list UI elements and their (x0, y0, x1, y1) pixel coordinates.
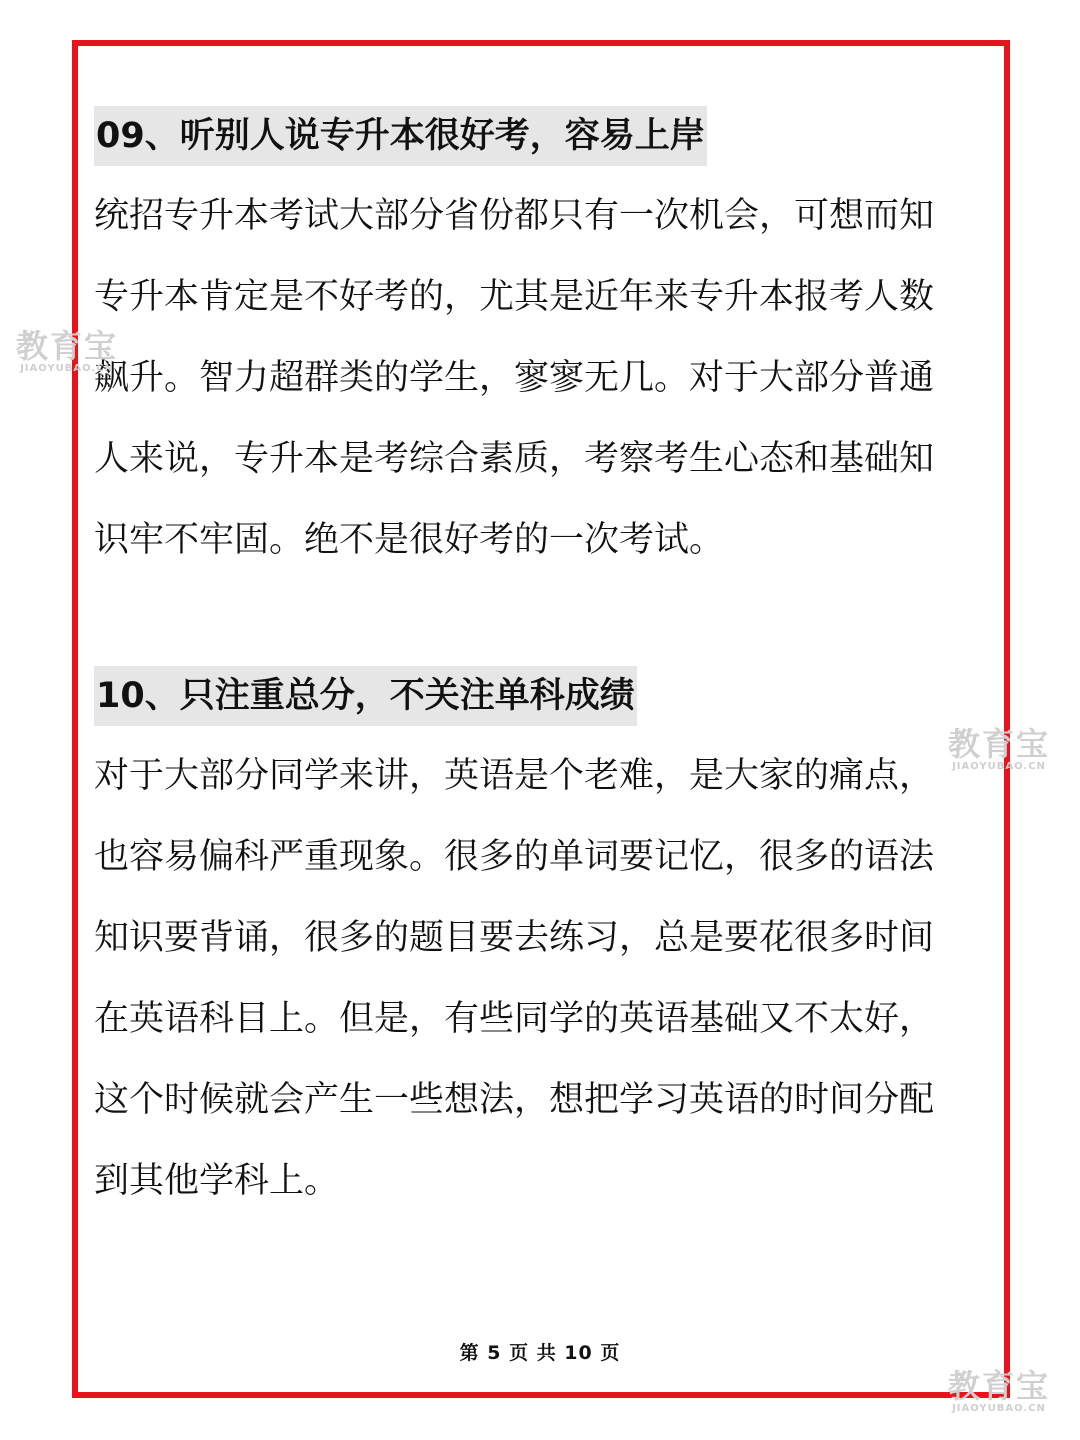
paragraph-line: 统招专升本考试大部分省份都只有一次机会，可想而知 (94, 196, 935, 236)
section-paragraph-10 (94, 736, 994, 1222)
paragraph-line: 对于大部分同学来讲，英语是个老难，是大家的痛点， (94, 756, 935, 796)
watermark-en: JIAOYUBAO.CN (952, 761, 1046, 772)
watermark-logo (948, 1367, 1051, 1414)
section-title-09: 09、听别人说专升本很好考，容易上岸 (94, 106, 707, 166)
watermark-en: JIAOYUBAO.CN (952, 1403, 1046, 1414)
page-number: 第 5 页 共 10 页 (459, 1342, 621, 1364)
section-paragraph-09 (94, 176, 994, 581)
paragraph-line: 知识要背诵，很多的题目要去练习，总是要花很多时间 (94, 918, 935, 958)
watermark-cn: 教育宝 (16, 327, 119, 365)
watermark-cn: 教育宝 (948, 1367, 1051, 1405)
paragraph-line: 到其他学科上。 (94, 1161, 340, 1201)
paragraph-line: 识牢不牢固。绝不是很好考的一次考试。 (94, 520, 725, 560)
paragraph-line: 在英语科目上。但是，有些同学的英语基础又不太好， (94, 999, 935, 1039)
watermark-logo (16, 327, 119, 374)
paragraph-line: 专升本肯定是不好考的，尤其是近年来专升本报考人数 (94, 277, 935, 317)
paragraph-line: 也容易偏科严重现象。很多的单词要记忆，很多的语法 (94, 837, 935, 877)
watermark-logo (948, 725, 1051, 772)
watermark-en: JIAOYUBAO.CN (20, 363, 114, 374)
paragraph-line: 人来说，专升本是考综合素质，考察考生心态和基础知 (94, 439, 935, 479)
paragraph-line: 这个时候就会产生一些想法，想把学习英语的时间分配 (94, 1080, 935, 1120)
section-title-10: 10、只注重总分，不关注单科成绩 (94, 666, 637, 726)
paragraph-line: 飙升。智力超群类的学生，寥寥无几。对于大部分普通 (94, 358, 935, 398)
watermark-cn: 教育宝 (948, 725, 1051, 763)
